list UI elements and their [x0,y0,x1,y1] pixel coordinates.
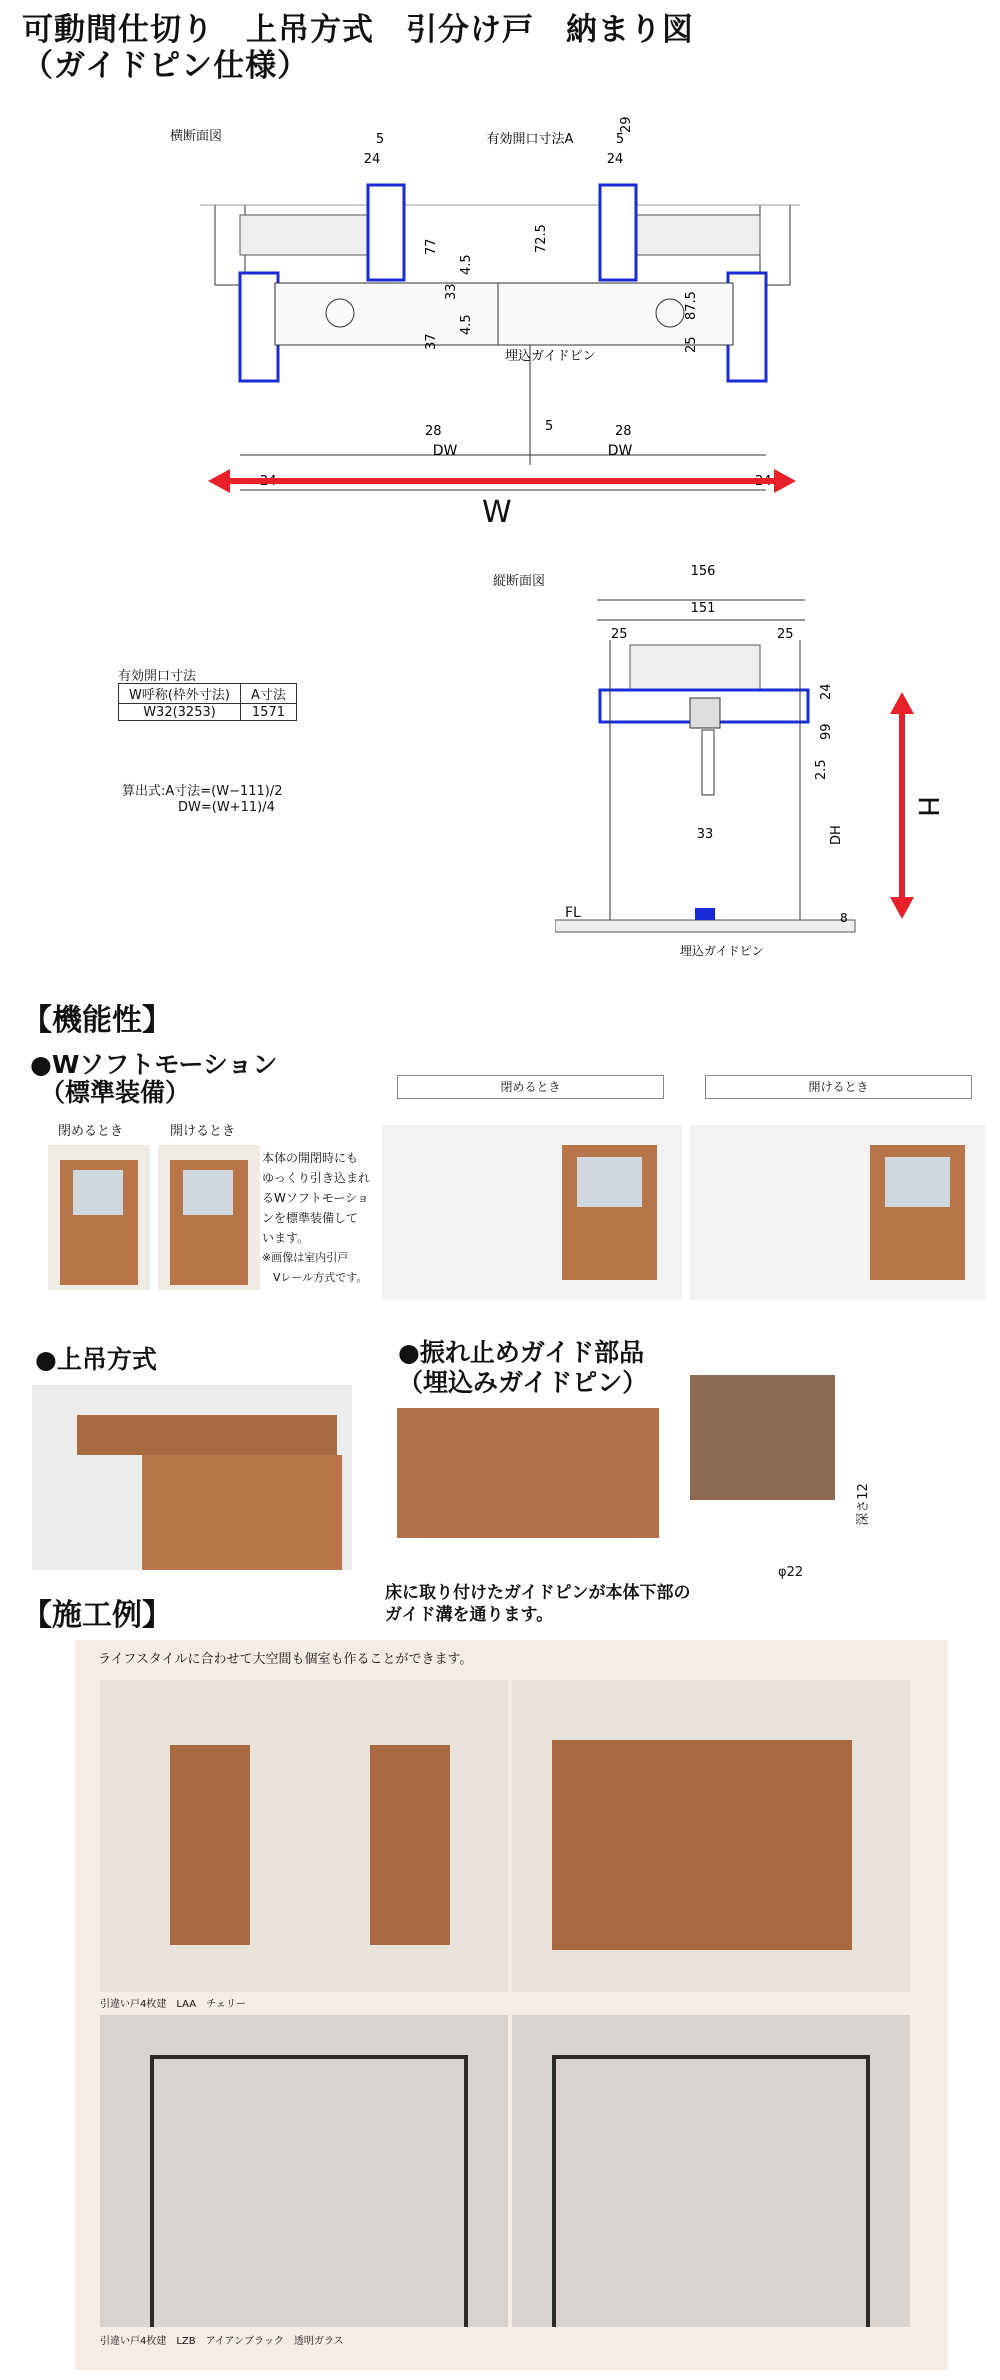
guide-photo [397,1408,659,1538]
svg-text:28: 28 [615,424,632,439]
svg-text:37: 37 [424,333,439,350]
w-arrow [218,478,783,484]
formula-line-1: 算出式:A寸法=(W−111)/2 [122,784,283,799]
section-drawing [555,560,875,970]
svg-text:DW: DW [607,443,633,459]
w-arrow-right-head [774,469,796,493]
example-caption-2: 引違い戸4枚建 LZB アイアンブラック 透明ガラス [100,2336,344,2347]
fl-label: FL [565,905,581,921]
plan-guide-label: 埋込ガイドピン [505,349,596,364]
svg-text:156: 156 [690,564,716,579]
svg-text:25: 25 [684,336,699,353]
h-arrow-top-head [890,692,914,714]
svg-text:33: 33 [696,827,714,842]
plan-dim-A: 有効開口寸法A [486,132,574,147]
guide-note-1: 床に取り付けたガイドピンが本体下部の [385,1583,691,1603]
door-photo-open [158,1145,260,1290]
table-header-row [119,684,297,704]
svg-text:5: 5 [375,132,385,147]
svg-text:87.5: 87.5 [684,291,699,320]
example-photo-1 [100,1680,508,1992]
w-arrow-left-head [208,469,230,493]
svg-text:77: 77 [424,238,439,255]
plan-label: 横断面図 [170,129,223,144]
h-label: H [912,795,946,818]
soft-title: ●Wソフトモーション [30,1050,278,1079]
illustration-open [690,1125,985,1300]
svg-text:2.5: 2.5 [814,759,829,780]
box-close-label: 閉めるとき [397,1075,664,1099]
svg-text:8: 8 [840,911,848,925]
box-open-label: 開けるとき [705,1075,972,1099]
w-label: W [482,495,512,530]
opening-table [118,683,297,721]
plan-drawing [200,105,800,525]
h-arrow [899,710,905,900]
soft-description: 本体の開閉時にも ゆっくり引き込まれ るWソフトモーショ ンを標準装備して います。 ※画像は室内引戸 Vレール方式です。 [262,1151,370,1284]
guide-note-2: ガイド溝を通ります。 [385,1605,554,1625]
svg-text:5: 5 [615,132,625,147]
hang-title: ●上吊方式 [35,1345,157,1374]
svg-text:72.5: 72.5 [534,224,549,253]
examples-heading: 【施工例】 [22,1598,172,1633]
page-title: 可動間仕切り 上吊方式 引分け戸 納まり図 [22,12,694,48]
svg-text:4.5: 4.5 [459,254,474,275]
svg-text:4.5: 4.5 [459,314,474,335]
illustration-close [382,1125,682,1300]
features-heading: 【機能性】 [22,1003,172,1038]
guide-closeup-photo [690,1375,835,1500]
svg-text:25: 25 [777,627,794,642]
opening-table-heading: 有効開口寸法 [118,669,197,684]
svg-text:33: 33 [444,283,459,300]
svg-text:25: 25 [611,627,628,642]
guide-title: ●振れ止めガイド部品 [398,1338,645,1367]
table-row [119,704,297,721]
svg-text:5: 5 [545,419,554,434]
svg-text:28: 28 [425,424,442,439]
door-photo-close [48,1145,150,1290]
table-header: A寸法 [241,684,297,704]
svg-text:99: 99 [819,723,834,740]
page-subtitle: （ガイドピン仕様） [22,48,310,84]
hang-photo [32,1385,352,1570]
svg-text:24: 24 [819,683,834,700]
soft-subtitle: （標準装備） [40,1078,191,1107]
examples-intro: ライフスタイルに合わせて大空間も個室も作ることができます。 [98,1652,473,1667]
guide-dia: φ22 [778,1565,804,1580]
example-photo-3 [100,2015,508,2327]
example-photo-4 [512,2015,910,2327]
svg-text:DH: DH [829,825,844,845]
table-header: W呼称(枠外寸法) [119,684,241,704]
svg-text:DW: DW [432,443,458,459]
svg-text:24: 24 [363,152,381,167]
example-photo-2 [512,1680,910,1992]
svg-text:24: 24 [606,152,624,167]
guide-depth: 深さ12 [855,1483,871,1526]
section-label: 縦断面図 [493,574,546,589]
table-cell: W32(3253) [119,704,241,721]
example-caption-1: 引違い戸4枚建 LAA チェリー [100,1999,246,2010]
guide-subtitle: （埋込みガイドピン） [398,1368,648,1397]
svg-text:29: 29 [619,116,634,133]
open-label: 開けるとき [170,1124,236,1139]
formula-line-2: DW=(W+11)/4 [178,800,275,815]
svg-text:151: 151 [690,601,716,616]
table-cell: 1571 [241,704,297,721]
section-guide-label: 埋込ガイドピン [680,944,764,958]
h-arrow-bottom-head [890,897,914,919]
close-label: 閉めるとき [58,1124,124,1139]
